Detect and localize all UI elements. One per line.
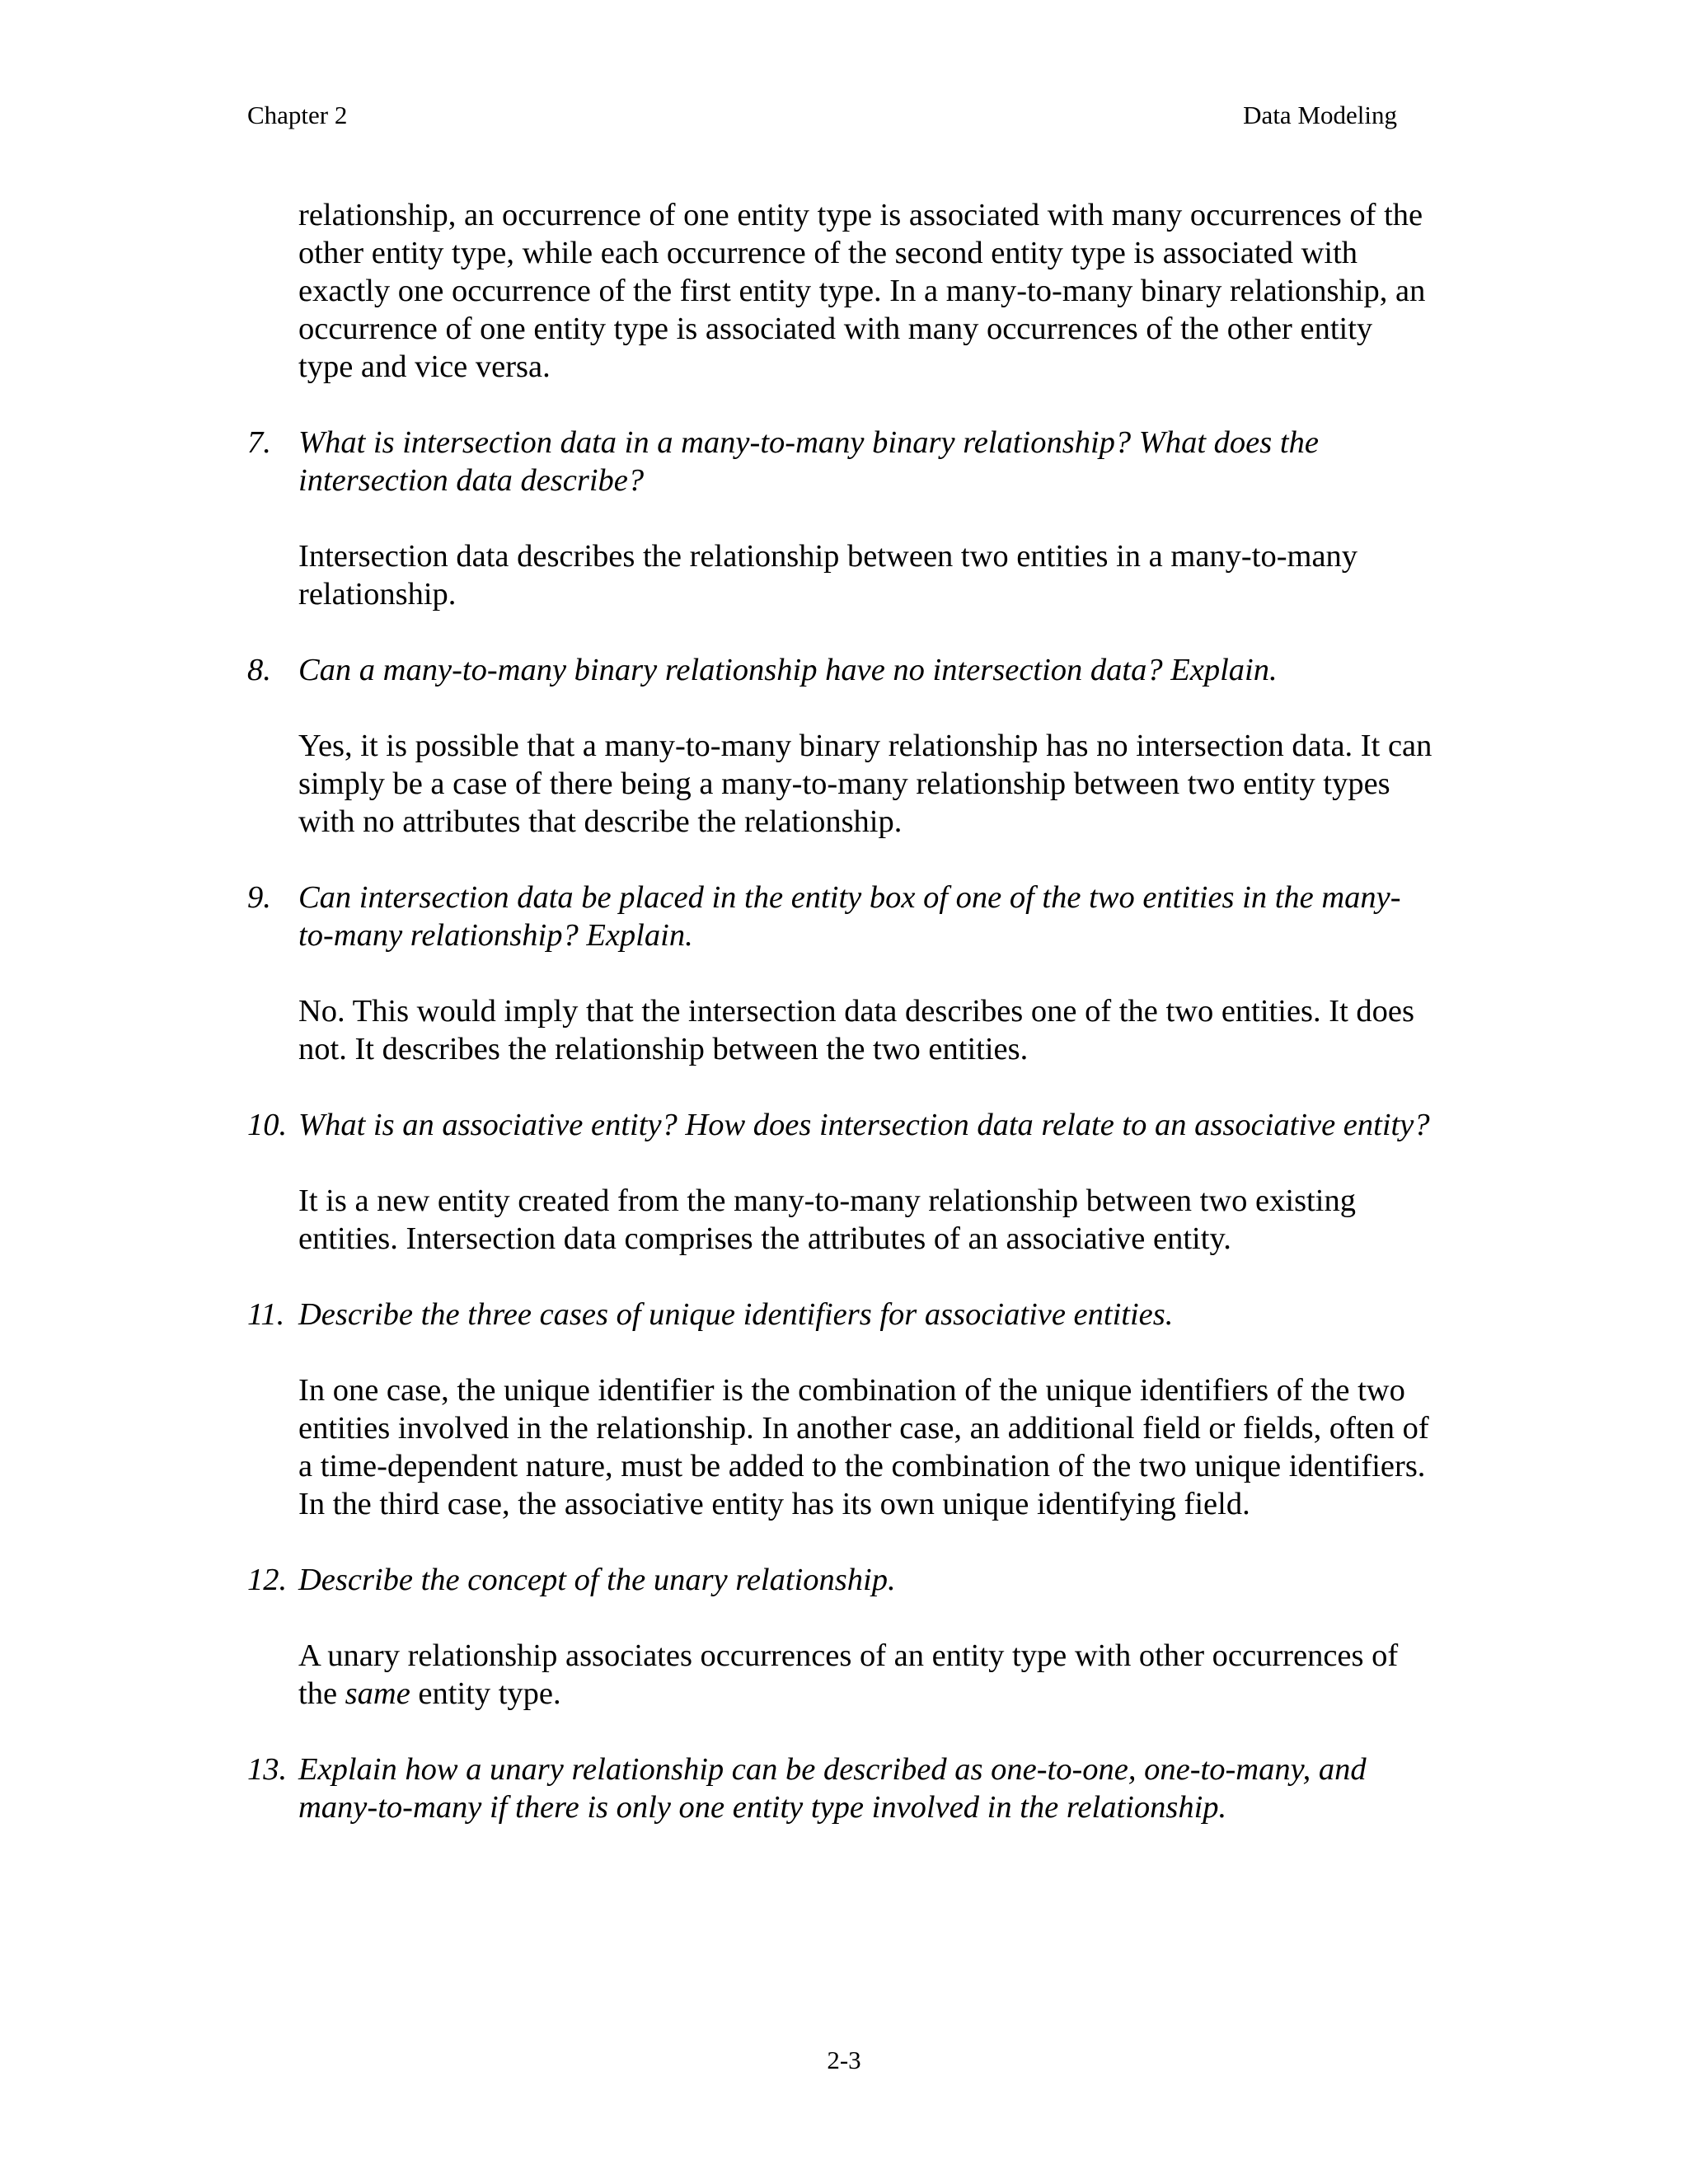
question-text: What is intersection data in a many-to-many binary relationship? What does the intersection data describe?	[298, 425, 1319, 498]
page-header	[247, 99, 1397, 132]
intro-paragraph: relationship, an occurrence of one entity type is associated with many occurrences of the other entity type, while each occurrence of the second entity type is associated with exactly one occurrence of the first entity type. In a many-to-many binary relationship, an occurrence of one entity type is associated with many occurrences of the other entity type and vice versa.	[298, 198, 1426, 384]
chapter-title: Data Modeling	[1243, 101, 1397, 129]
question-text: Describe the three cases of unique identifiers for associative entities.	[298, 1297, 1174, 1332]
question-11	[247, 1296, 1434, 1333]
answer-9: No. This would imply that the intersection data describes one of the two entities. It does not. It describes the relationship between the two entities.	[298, 994, 1414, 1066]
question-text: Can a many-to-many binary relationship have no intersection data? Explain.	[298, 653, 1278, 687]
answer-7: Intersection data describes the relationship between two entities in a many-to-many relationship.	[298, 539, 1358, 612]
answer-10: It is a new entity created from the many-to-many relationship between two existing entities. Intersection data comprises the attributes of an associative entity.	[298, 1183, 1356, 1256]
emphasized-word: same	[345, 1676, 410, 1711]
page-number: 2-3	[827, 2046, 861, 2074]
question-10	[247, 1106, 1434, 1144]
question-text: Explain how a unary relationship can be described as one-to-one, one-to-many, and many-to-many if there is only one entity type involved in the relationship.	[298, 1752, 1367, 1825]
question-number: 12.	[247, 1563, 288, 1597]
question-text: What is an associative entity? How does intersection data relate to an associative entity?	[298, 1108, 1430, 1142]
answer-11: In one case, the unique identifier is the combination of the unique identifiers of the two entities involved in the relationship. In another case, an additional field or fields, often of a time-dependent nature, must be added to the combination of the two unique identifiers. In the third case, the associative entity has its own unique identifying field.	[298, 1373, 1429, 1521]
question-text: Can intersection data be placed in the entity box of one of the two entities in the many-to-many relationship? Explain.	[298, 880, 1401, 953]
question-text: Describe the concept of the unary relationship.	[298, 1563, 896, 1597]
question-12	[247, 1561, 1434, 1599]
answer-12	[298, 1637, 1434, 1713]
answer-text-start: A unary relationship associates occurrences of an entity type with other occurrences of the	[298, 1638, 1399, 1711]
question-number: 11.	[247, 1297, 285, 1332]
answer-8: Yes, it is possible that a many-to-many binary relationship has no intersection data. It can simply be a case of there being a many-to-many relationship between two entity types with no attributes that describe the relationship.	[298, 729, 1432, 839]
question-number: 13.	[247, 1752, 288, 1787]
question-8	[247, 651, 1434, 689]
question-number: 8.	[247, 653, 271, 687]
chapter-label: Chapter 2	[247, 101, 348, 129]
question-9	[247, 879, 1434, 954]
question-13	[247, 1750, 1434, 1826]
question-number: 9.	[247, 880, 271, 915]
question-number: 10.	[247, 1108, 288, 1142]
document-body	[247, 196, 1434, 1864]
question-number: 7.	[247, 425, 271, 460]
question-7	[247, 424, 1434, 499]
answer-text-end: entity type.	[410, 1676, 561, 1711]
